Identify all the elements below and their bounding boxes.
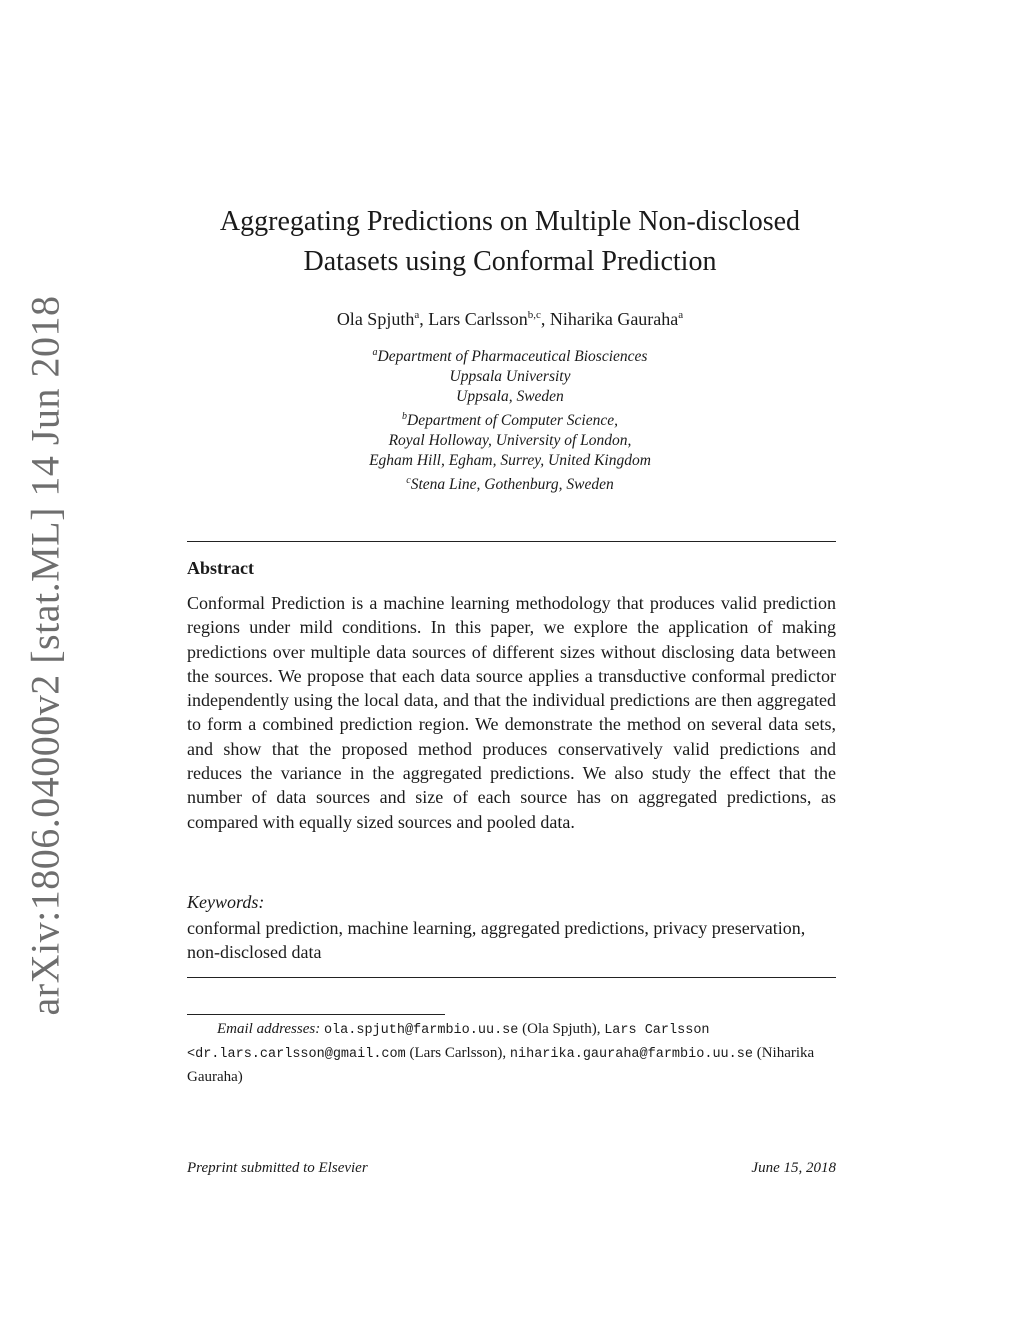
email-link[interactable]: Lars Carlsson <dr.lars.carlsson@gmail.com — [187, 1023, 710, 1062]
email-link[interactable]: ola.spjuth@farmbio.uu.se — [323, 1023, 519, 1038]
affiliation-mark: c — [406, 475, 411, 487]
author-separator: , — [419, 309, 429, 329]
abstract-body: Conformal Prediction is a machine learning methodology that produces valid prediction regions under mild conditions. In this paper, we explore the application of making predictions over multiple data sources of different sizes without disclosing data between the sources. We propose that each data source applies a transductive conformal predictor independently using the local data, and that the individual predictions are then aggregated to form a combined prediction region. We demonstrate the method on several data sets, and show that the proposed method produces conservatively valid predictions and reduces the variance in the aggregated predictions. We also study the effect that the number of data sources and size of each source has on aggregated predictions, as compared with equally sized sources and pooled data. — [187, 593, 836, 832]
email-owner: (Ola Spjuth), — [522, 1021, 601, 1037]
affiliation-line: $^c$Stena Line, Gothenburg, Sweden — [406, 475, 614, 494]
abstract-bottom-rule — [187, 977, 836, 978]
affiliation-line: Royal Holloway, University of London, — [388, 432, 632, 450]
author-affiliation-mark: a — [414, 309, 420, 321]
author-name: Ola Spjuth — [336, 309, 415, 329]
affiliation-line: $^a$Department of Pharmaceutical Biosciences — [372, 347, 648, 366]
abstract-top-rule — [187, 541, 836, 542]
preprint-note: Preprint submitted to Elsevier — [187, 1160, 368, 1176]
paper-title — [180, 202, 840, 282]
email-label: Email addresses: — [217, 1021, 321, 1037]
arxiv-identifier-stamp — [15, 295, 75, 1015]
affiliation-mark: b — [402, 411, 408, 423]
abstract-heading: Abstract — [187, 558, 254, 578]
author-separator: , — [540, 309, 550, 329]
keywords-heading: Keywords: — [187, 892, 265, 912]
affiliation-list — [180, 343, 840, 495]
keywords-text: conformal prediction, machine learning, aggregated predictions, privacy preservation, non-disclosed data — [187, 918, 806, 962]
author-affiliation-mark: b,c — [527, 309, 541, 321]
author-name: Niharika Gauraha — [549, 309, 679, 329]
email-link[interactable]: niharika.gauraha@farmbio.uu.se — [509, 1047, 753, 1062]
paper-title-line-1: Aggregating Predictions on Multiple Non-disclosed — [219, 206, 801, 237]
affiliation-line: Egham Hill, Egham, Surrey, United Kingdom — [369, 452, 651, 470]
affiliation-line: $^b$Department of Computer Science, — [402, 411, 618, 430]
preprint-date: June 15, 2018 — [751, 1160, 836, 1176]
email-footnote — [187, 1018, 837, 1088]
author-affiliation-mark: a — [678, 309, 684, 321]
affiliation-line: Uppsala, Sweden — [456, 388, 564, 406]
affiliation-line: Uppsala University — [449, 368, 571, 386]
email-owner: (Niharika Gauraha) — [187, 1045, 815, 1085]
affiliation-mark: a — [372, 347, 378, 358]
arxiv-identifier-text: arXiv:1806.04000v2 [stat.ML] 14 Jun 2018 — [22, 295, 68, 1015]
author-name: Lars Carlsson — [428, 309, 528, 329]
paper-title-line-2: Datasets using Conformal Prediction — [303, 246, 717, 277]
author-list — [180, 302, 840, 332]
footnote-rule — [187, 1014, 445, 1015]
email-owner: (Lars Carlsson), — [409, 1045, 507, 1061]
